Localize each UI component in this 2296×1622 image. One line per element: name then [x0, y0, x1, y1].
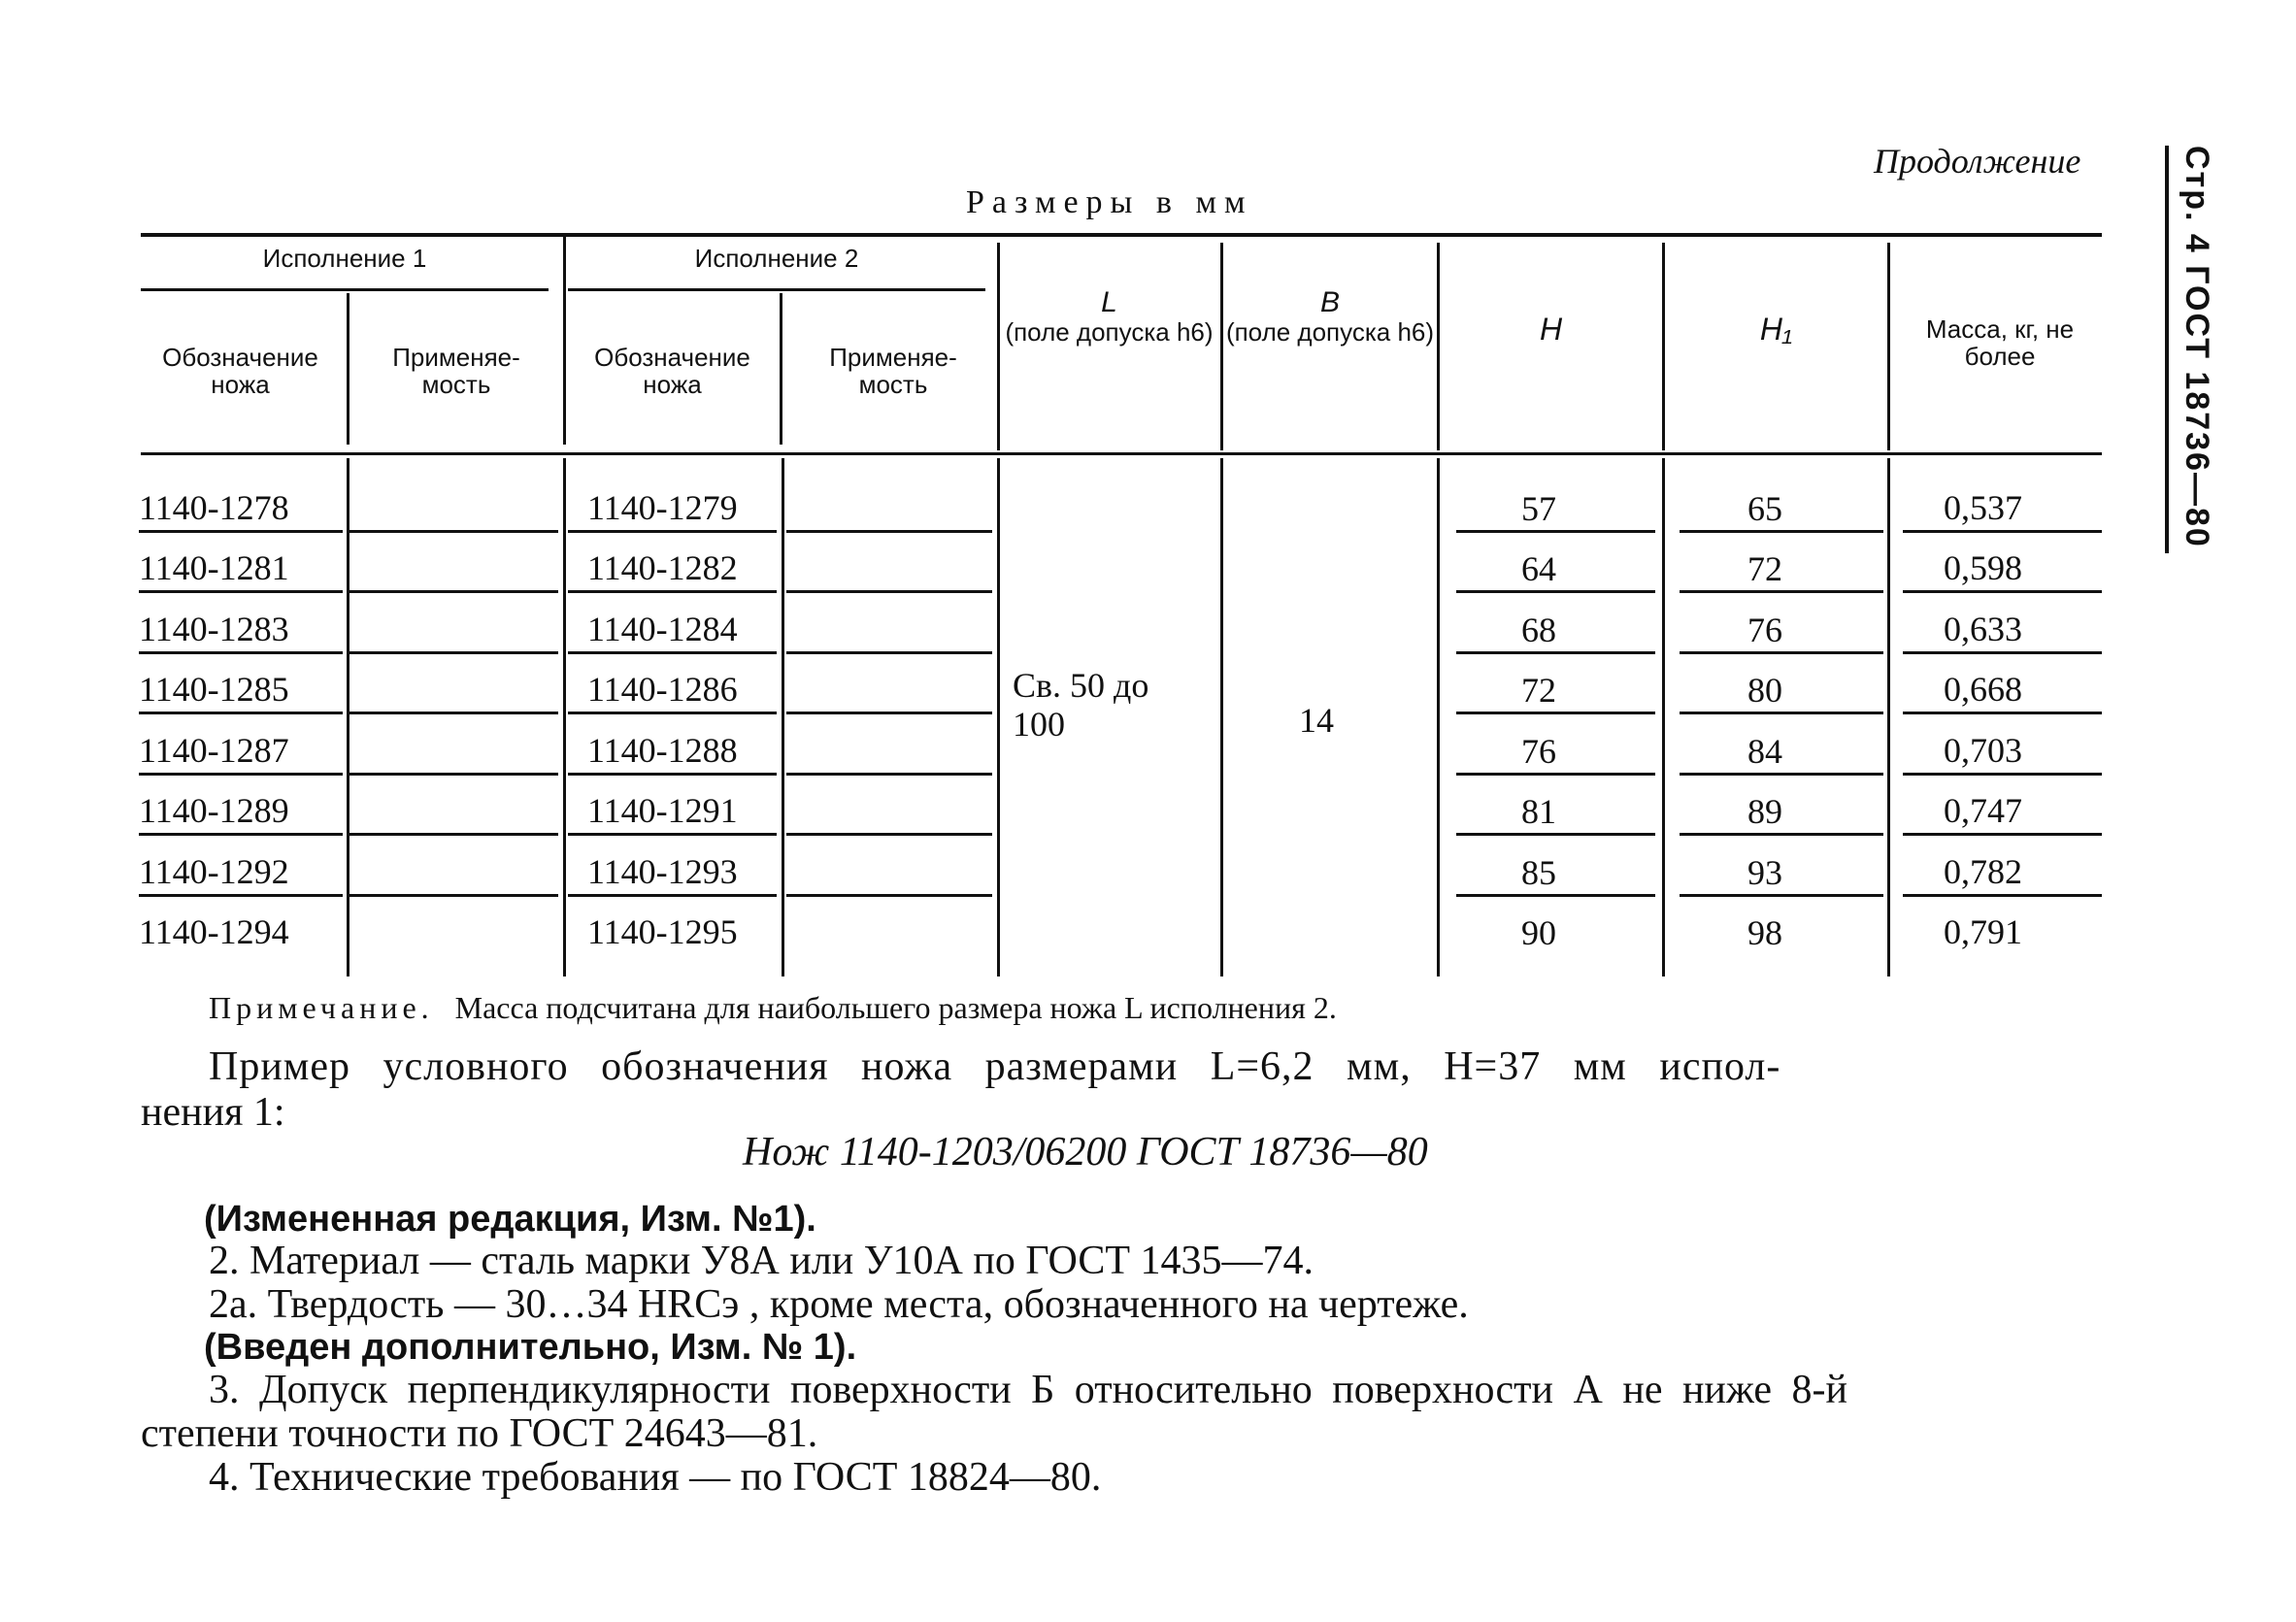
item-4: 4. Технические требования — по ГОСТ 18824—80.	[209, 1455, 1102, 1500]
row-rule	[139, 894, 343, 897]
cell-mass: 0,747	[1944, 791, 2022, 830]
table-header-rule	[141, 452, 2102, 455]
header-applicability-1: Применяе- мость	[392, 343, 520, 399]
header-L-symbol: L	[1101, 286, 1117, 318]
cell-mass: 0,782	[1944, 852, 2022, 891]
vline	[1662, 458, 1665, 977]
vline	[1662, 243, 1665, 450]
cell-designation-1: 1140-1285	[139, 670, 289, 709]
row-rule	[1903, 712, 2102, 714]
cell-mass: 0,633	[1944, 610, 2022, 648]
side-page-label	[2165, 146, 2227, 553]
vline	[782, 458, 784, 977]
row-rule	[1680, 894, 1883, 897]
vline	[563, 237, 566, 445]
row-rule	[139, 712, 343, 714]
header-applicability-2: Применяе- мость	[829, 343, 957, 399]
cell-designation-2: 1140-1286	[587, 670, 738, 709]
row-rule	[139, 833, 343, 836]
row-rule	[1680, 833, 1883, 836]
vline	[780, 293, 782, 445]
example-line-1: Пример условного обозначения ножа размерами L=6,2 мм, H=37 мм испол-	[209, 1044, 1781, 1089]
row-rule	[568, 894, 777, 897]
units-caption: Размеры в мм	[966, 184, 1253, 220]
cell-mass: 0,791	[1944, 912, 2022, 951]
row-rule	[349, 590, 558, 593]
row-rule	[139, 590, 343, 593]
header-H1: H₁	[1759, 312, 1793, 347]
cell-H: 72	[1521, 671, 1556, 710]
cell-designation-1: 1140-1278	[139, 488, 289, 527]
row-rule	[349, 712, 558, 714]
item-2a: 2а. Твердость — 30…34 HRCэ , кроме места, обозначенного на чертеже.	[209, 1282, 1469, 1327]
cell-designation-2: 1140-1284	[587, 610, 738, 648]
cell-designation-1: 1140-1292	[139, 852, 289, 891]
cell-H1: 72	[1747, 549, 1782, 588]
header-H: H	[1539, 312, 1563, 347]
cell-H1: 89	[1747, 792, 1782, 831]
vline	[1887, 458, 1890, 977]
header-mass: Масса, кг, не более	[1925, 314, 2075, 371]
cell-H: 64	[1521, 549, 1556, 588]
row-rule	[1680, 530, 1883, 533]
row-rule	[349, 651, 558, 654]
row-rule	[1456, 773, 1655, 776]
table-note	[209, 990, 1337, 1026]
cell-H1: 65	[1747, 489, 1782, 528]
row-rule	[786, 712, 992, 714]
row-rule	[1456, 530, 1655, 533]
row-rule	[568, 833, 777, 836]
row-rule	[1903, 894, 2102, 897]
side-page-label-text: Стр. 4 ГОСТ 18736—80	[2179, 146, 2215, 548]
note-label: Примечание.	[209, 990, 434, 1025]
row-rule	[786, 773, 992, 776]
row-rule	[139, 773, 343, 776]
row-rule	[568, 773, 777, 776]
vline	[563, 458, 566, 977]
cell-H: 57	[1521, 489, 1556, 528]
header-L-text: (поле допуска h6)	[1005, 317, 1214, 347]
header-designation-1: Обозначение ножа	[162, 343, 318, 399]
row-rule	[786, 833, 992, 836]
row-rule	[139, 651, 343, 654]
row-rule	[1456, 651, 1655, 654]
cell-H: 85	[1521, 853, 1556, 892]
note-text: Масса подсчитана для наибольшего размера ножа L исполнения 2.	[454, 990, 1337, 1025]
cell-H: 76	[1521, 732, 1556, 771]
vline	[1220, 458, 1223, 977]
row-rule	[1680, 712, 1883, 714]
cell-designation-1: 1140-1281	[139, 548, 289, 587]
vline	[997, 243, 1000, 450]
header-group1: Исполнение 1	[262, 244, 427, 273]
row-rule	[786, 651, 992, 654]
cell-mass: 0,598	[1944, 548, 2022, 587]
row-rule	[349, 530, 558, 533]
group1-rule	[141, 288, 549, 291]
vline	[1887, 243, 1890, 450]
cell-H1: 98	[1747, 913, 1782, 952]
row-rule	[1456, 894, 1655, 897]
row-rule	[786, 894, 992, 897]
cell-H1: 84	[1747, 732, 1782, 771]
continuation-label: Продолжение	[1874, 142, 2081, 181]
vline	[1437, 243, 1440, 450]
example-line-2: нения 1:	[141, 1090, 285, 1135]
edited-note: (Измененная редакция, Изм. №1).	[204, 1199, 816, 1240]
cell-mass: 0,703	[1944, 731, 2022, 770]
cell-H: 90	[1521, 913, 1556, 952]
cell-designation-1: 1140-1289	[139, 791, 289, 830]
item-3-line-1: 3. Допуск перпендикулярности поверхности Б относительно поверхности А не ниже 8-й	[209, 1368, 1847, 1412]
cell-H1: 93	[1747, 853, 1782, 892]
cell-designation-1: 1140-1287	[139, 731, 289, 770]
row-rule	[1456, 590, 1655, 593]
cell-designation-2: 1140-1279	[587, 488, 738, 527]
header-designation-2: Обозначение ножа	[594, 343, 750, 399]
row-rule	[1903, 651, 2102, 654]
vline	[997, 458, 1000, 977]
header-B-text: (поле допуска h6)	[1225, 317, 1435, 347]
row-rule	[139, 530, 343, 533]
header-B-symbol: B	[1319, 286, 1340, 318]
cell-H1: 80	[1747, 671, 1782, 710]
item-2: 2. Материал — сталь марки У8А или У10А по ГОСТ 1435—74.	[209, 1239, 1314, 1283]
row-rule	[568, 590, 777, 593]
vline	[1220, 243, 1223, 450]
row-rule	[568, 530, 777, 533]
cell-L-value: Св. 50 до 100	[1013, 666, 1149, 744]
cell-designation-2: 1140-1295	[587, 912, 738, 951]
row-rule	[349, 894, 558, 897]
cell-designation-1: 1140-1283	[139, 610, 289, 648]
cell-mass: 0,537	[1944, 488, 2022, 527]
cell-designation-1: 1140-1294	[139, 912, 289, 951]
row-rule	[349, 773, 558, 776]
row-rule	[1903, 590, 2102, 593]
row-rule	[1903, 530, 2102, 533]
row-rule	[1456, 712, 1655, 714]
cell-designation-2: 1140-1282	[587, 548, 738, 587]
row-rule	[1456, 833, 1655, 836]
item-3-line-2: степени точности по ГОСТ 24643—81.	[141, 1411, 818, 1456]
vline	[347, 458, 349, 977]
cell-designation-2: 1140-1288	[587, 731, 738, 770]
vline	[347, 293, 349, 445]
row-rule	[786, 530, 992, 533]
introduced-note: (Введен дополнительно, Изм. № 1).	[204, 1327, 857, 1368]
header-group2: Исполнение 2	[694, 244, 859, 273]
cell-H: 81	[1521, 792, 1556, 831]
example-designation: Нож 1140-1203/06200 ГОСТ 18736—80	[743, 1130, 1428, 1175]
row-rule	[568, 712, 777, 714]
row-rule	[1680, 651, 1883, 654]
row-rule	[349, 833, 558, 836]
cell-H: 68	[1521, 611, 1556, 649]
cell-H1: 76	[1747, 611, 1782, 649]
cell-designation-2: 1140-1291	[587, 791, 738, 830]
row-rule	[786, 590, 992, 593]
row-rule	[1903, 833, 2102, 836]
row-rule	[1680, 590, 1883, 593]
cell-B-value: 14	[1299, 701, 1334, 740]
table-top-rule	[141, 233, 2102, 237]
cell-designation-2: 1140-1293	[587, 852, 738, 891]
row-rule	[1903, 773, 2102, 776]
row-rule	[1680, 773, 1883, 776]
group2-rule	[568, 288, 985, 291]
vline	[1437, 458, 1440, 977]
cell-mass: 0,668	[1944, 670, 2022, 709]
row-rule	[568, 651, 777, 654]
